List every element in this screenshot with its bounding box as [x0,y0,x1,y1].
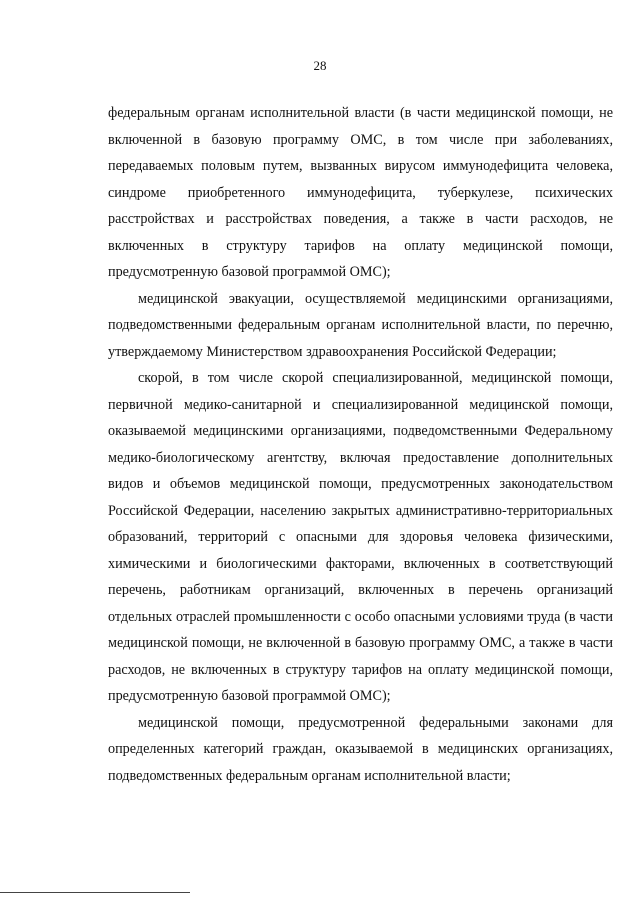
paragraph-federal-laws-care: медицинской помощи, предусмотренной федеральными законами для определенных категорий граждан, оказываемой в медицинских организациях, подведомственных федеральным органам исполнительной власти; [108,714,613,784]
paragraph-medical-evacuation: медицинской эвакуации, осуществляемой медицинскими организациями, подведомственными федеральным органам исполнительной власти, по перечню, утверждаемому Министерством здравоохранения Российской Федерации; [108,290,613,360]
footer-divider [0,892,190,893]
paragraph-continuation: федеральным органам исполнительной власти (в части медицинской помощи, не включенной в базовую программу ОМС, в том числе при заболеваниях, передаваемых половым путем, вызванных вирусом иммунодефицита человека, синдроме приобретенного иммунодефицита, туберкулезе, психических расстройствах и расстройствах поведения, а также в части расходов, не включенных в структуру тарифов на оплату медицинской помощи, предусмотренную базовой программой ОМС); [108,105,613,280]
paragraph-emergency-care: скорой, в том числе скорой специализированной, медицинской помощи, первичной медико-санитарной и специализированной медицинской помощи, оказываемой медицинскими организациями, подведомственными Федеральному медико-биологическому агентству, включая предоставление дополнительных видов и объемов медицинской помощи, предусмотренных законодательством Российской Федерации, населению закрытых административно-территориальных образований, территорий с опасными для здоровья человека физическими, химическими и биологическими факторами, включенных в соответствующий перечень, работникам организаций, включенных в перечень организаций отдельных отраслей промышленности с особо опасными условиями труда (в части медицинской помощи, не включенной в базовую программу ОМС, а также в части расходов, не включенных в структуру тарифов на оплату медицинской помощи, предусмотренную базовой программой ОМС); [108,370,613,704]
document-body [108,100,613,789]
page-number: 28 [313,58,327,73]
